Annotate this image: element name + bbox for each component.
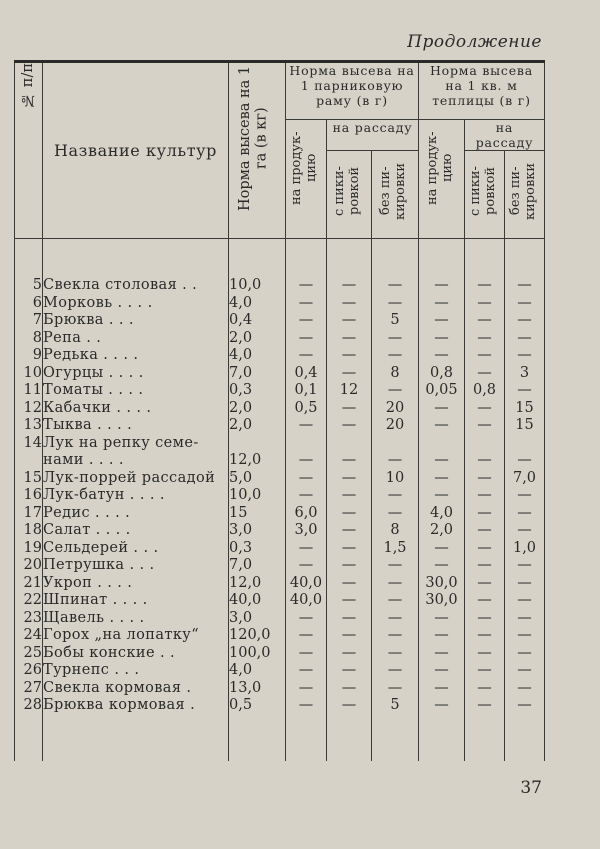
frame-for-product-cell: — bbox=[286, 610, 327, 628]
crop-name-cell: Томаты . . . . bbox=[43, 382, 229, 400]
frame-without-picking-cell: 8 bbox=[372, 522, 419, 540]
greenhouse-for-product-cell: — bbox=[419, 680, 465, 698]
frame-for-product-cell: — bbox=[286, 277, 327, 295]
crop-name-cell: Укроп . . . . bbox=[43, 575, 229, 593]
frame-with-picking-cell: — bbox=[327, 592, 372, 610]
greenhouse-with-picking-cell: — bbox=[465, 645, 505, 663]
row-number-cell: 9 bbox=[15, 347, 43, 365]
frame-without-picking-cell: 1,5 bbox=[372, 540, 419, 558]
table-row bbox=[15, 557, 545, 575]
greenhouse-without-picking-cell: — bbox=[505, 277, 545, 295]
frame-with-picking-cell: — bbox=[327, 540, 372, 558]
frame-seedlings-header: на рассаду bbox=[327, 120, 419, 151]
frame-for-product-cell: 3,0 bbox=[286, 522, 327, 540]
norm-per-ha-cell: 120,0 bbox=[229, 627, 286, 645]
row-number-cell: 23 bbox=[15, 610, 43, 628]
row-number-cell bbox=[15, 452, 43, 470]
table-row bbox=[15, 277, 545, 295]
row-number-cell: 21 bbox=[15, 575, 43, 593]
greenhouse-for-product-cell: 30,0 bbox=[419, 575, 465, 593]
greenhouse-with-picking-cell: — bbox=[465, 312, 505, 330]
greenhouse-with-picking-cell: — bbox=[465, 592, 505, 610]
frame-without-picking-cell: — bbox=[372, 487, 419, 505]
norm-per-ha-cell bbox=[229, 435, 286, 453]
norm-per-ha-cell: 10,0 bbox=[229, 277, 286, 295]
greenhouse-with-picking-cell: — bbox=[465, 347, 505, 365]
greenhouse-for-product-cell: — bbox=[419, 662, 465, 680]
row-number-cell: 16 bbox=[15, 487, 43, 505]
norm-per-ha-cell: 0,3 bbox=[229, 382, 286, 400]
table-row bbox=[15, 540, 545, 558]
table-row bbox=[15, 382, 545, 400]
frame-with-picking-cell: — bbox=[327, 330, 372, 348]
greenhouse-for-product-cell: — bbox=[419, 610, 465, 628]
row-number-cell: 18 bbox=[15, 522, 43, 540]
crop-name-cell: Сельдерей . . . bbox=[43, 540, 229, 558]
table-row bbox=[15, 470, 545, 488]
frame-without-picking-cell: — bbox=[372, 627, 419, 645]
greenhouse-with-picking-cell: — bbox=[465, 557, 505, 575]
crop-name-cell: Свекла столовая . . bbox=[43, 277, 229, 295]
table-row bbox=[15, 417, 545, 435]
greenhouse-with-picking-cell: — bbox=[465, 470, 505, 488]
frame-with-picking-cell: 12 bbox=[327, 382, 372, 400]
greenhouse-with-picking-cell: — bbox=[465, 575, 505, 593]
table-row bbox=[15, 365, 545, 383]
greenhouse-without-picking-cell: — bbox=[505, 295, 545, 313]
row-number-cell: 17 bbox=[15, 505, 43, 523]
row-number-cell: 10 bbox=[15, 365, 43, 383]
greenhouse-without-picking-cell: — bbox=[505, 575, 545, 593]
frame-with-picking-cell: — bbox=[327, 417, 372, 435]
seeding-rate-table bbox=[14, 60, 545, 761]
greenhouse-with-picking-cell: — bbox=[465, 697, 505, 715]
greenhouse-for-product-cell: — bbox=[419, 347, 465, 365]
frame-without-picking-cell: — bbox=[372, 295, 419, 313]
frame-for-product-cell: — bbox=[286, 697, 327, 715]
frame-without-picking-cell: — bbox=[372, 330, 419, 348]
row-number-cell: 19 bbox=[15, 540, 43, 558]
norm-per-ha-cell: 4,0 bbox=[229, 347, 286, 365]
norm-per-ha-cell: 7,0 bbox=[229, 365, 286, 383]
frame-for-product-cell: — bbox=[286, 557, 327, 575]
greenhouse-without-picking-cell: — bbox=[505, 610, 545, 628]
greenhouse-for-product-cell: — bbox=[419, 540, 465, 558]
greenhouse-without-picking-cell: — bbox=[505, 505, 545, 523]
greenhouse-for-product-header: на продук- цию bbox=[419, 120, 465, 239]
frame-without-picking-cell: — bbox=[372, 505, 419, 523]
frame-for-product-cell: 0,1 bbox=[286, 382, 327, 400]
frame-with-picking-cell bbox=[327, 435, 372, 453]
crop-name-cell: Салат . . . . bbox=[43, 522, 229, 540]
crop-name-cell: Лук-поррей рассадой bbox=[43, 470, 229, 488]
norm-per-ha-cell: 7,0 bbox=[229, 557, 286, 575]
norm-per-ha-cell: 2,0 bbox=[229, 417, 286, 435]
frame-with-picking-cell: — bbox=[327, 575, 372, 593]
frame-for-product-cell: 40,0 bbox=[286, 575, 327, 593]
greenhouse-without-picking-cell: — bbox=[505, 487, 545, 505]
greenhouse-without-picking-header: без пи- кировки bbox=[505, 151, 545, 239]
frame-with-picking-cell: — bbox=[327, 697, 372, 715]
greenhouse-for-product-cell: — bbox=[419, 470, 465, 488]
greenhouse-without-picking-cell: — bbox=[505, 680, 545, 698]
table-row bbox=[15, 662, 545, 680]
frame-with-picking-cell: — bbox=[327, 645, 372, 663]
frame-with-picking-cell: — bbox=[327, 365, 372, 383]
norm-per-ha-cell: 12,0 bbox=[229, 452, 286, 470]
greenhouse-with-picking-cell: — bbox=[465, 662, 505, 680]
greenhouse-without-picking-cell: — bbox=[505, 662, 545, 680]
frame-without-picking-cell: — bbox=[372, 662, 419, 680]
crop-name-cell: Огурцы . . . . bbox=[43, 365, 229, 383]
greenhouse-without-picking-cell: — bbox=[505, 330, 545, 348]
greenhouse-for-product-cell: — bbox=[419, 312, 465, 330]
row-number-cell: 24 bbox=[15, 627, 43, 645]
col-name-header: Название культур bbox=[43, 62, 229, 239]
table-row bbox=[15, 592, 545, 610]
frame-with-picking-cell: — bbox=[327, 522, 372, 540]
frame-with-picking-cell: — bbox=[327, 610, 372, 628]
norm-per-ha-cell: 4,0 bbox=[229, 662, 286, 680]
greenhouse-for-product-cell: — bbox=[419, 645, 465, 663]
greenhouse-with-picking-cell: — bbox=[465, 522, 505, 540]
table-row bbox=[15, 400, 545, 418]
crop-name-cell: Турнепс . . . bbox=[43, 662, 229, 680]
frame-without-picking-cell: — bbox=[372, 592, 419, 610]
greenhouse-for-product-cell: — bbox=[419, 417, 465, 435]
greenhouse-for-product-cell: — bbox=[419, 330, 465, 348]
greenhouse-with-picking-cell: — bbox=[465, 610, 505, 628]
crop-name-cell: Бобы конские . . bbox=[43, 645, 229, 663]
norm-per-ha-cell: 2,0 bbox=[229, 330, 286, 348]
greenhouse-with-picking-cell: — bbox=[465, 680, 505, 698]
greenhouse-without-picking-cell: — bbox=[505, 557, 545, 575]
greenhouse-for-product-cell: 30,0 bbox=[419, 592, 465, 610]
greenhouse-without-picking-cell: — bbox=[505, 382, 545, 400]
greenhouse-for-product-cell: — bbox=[419, 627, 465, 645]
table-row bbox=[15, 505, 545, 523]
row-number-cell: 7 bbox=[15, 312, 43, 330]
greenhouse-for-product-cell: 0,05 bbox=[419, 382, 465, 400]
frame-for-product-cell: 0,4 bbox=[286, 365, 327, 383]
greenhouse-for-product-cell: — bbox=[419, 557, 465, 575]
row-number-cell: 26 bbox=[15, 662, 43, 680]
table-row bbox=[15, 487, 545, 505]
greenhouse-for-product-cell: — bbox=[419, 277, 465, 295]
greenhouse-without-picking-cell: — bbox=[505, 522, 545, 540]
frame-with-picking-cell: — bbox=[327, 662, 372, 680]
frame-without-picking-cell: 5 bbox=[372, 697, 419, 715]
greenhouse-seedlings-header: на рассаду bbox=[465, 120, 545, 151]
table-row bbox=[15, 610, 545, 628]
frame-with-picking-cell: — bbox=[327, 312, 372, 330]
greenhouse-for-product-cell: 4,0 bbox=[419, 505, 465, 523]
norm-per-ha-cell: 5,0 bbox=[229, 470, 286, 488]
frame-with-picking-header: с пики- ровкой bbox=[327, 151, 372, 239]
row-number-cell: 22 bbox=[15, 592, 43, 610]
greenhouse-for-product-cell: — bbox=[419, 295, 465, 313]
greenhouse-without-picking-cell: — bbox=[505, 645, 545, 663]
frame-for-product-cell: — bbox=[286, 417, 327, 435]
table-body bbox=[15, 239, 545, 761]
table-row bbox=[15, 697, 545, 715]
frame-without-picking-cell: 20 bbox=[372, 417, 419, 435]
norm-per-ha-cell: 13,0 bbox=[229, 680, 286, 698]
row-number-cell: 13 bbox=[15, 417, 43, 435]
greenhouse-with-picking-cell bbox=[465, 435, 505, 453]
crop-name-cell: Морковь . . . . bbox=[43, 295, 229, 313]
frame-with-picking-cell: — bbox=[327, 400, 372, 418]
crop-name-cell: Горох „на лопатку“ bbox=[43, 627, 229, 645]
frame-for-product-cell bbox=[286, 435, 327, 453]
crop-name-cell: Брюква . . . bbox=[43, 312, 229, 330]
frame-with-picking-cell: — bbox=[327, 487, 372, 505]
frame-without-picking-cell: — bbox=[372, 645, 419, 663]
greenhouse-with-picking-cell: — bbox=[465, 400, 505, 418]
greenhouse-with-picking-cell: — bbox=[465, 417, 505, 435]
crop-name-cell: Тыква . . . . bbox=[43, 417, 229, 435]
crop-name-cell: нами . . . . bbox=[43, 452, 229, 470]
row-number-cell: 25 bbox=[15, 645, 43, 663]
greenhouse-with-picking-cell: — bbox=[465, 330, 505, 348]
greenhouse-with-picking-cell: — bbox=[465, 505, 505, 523]
table-row bbox=[15, 575, 545, 593]
frame-without-picking-header: без пи- кировки bbox=[372, 151, 419, 239]
crop-name-cell: Шпинат . . . . bbox=[43, 592, 229, 610]
norm-per-ha-cell: 0,3 bbox=[229, 540, 286, 558]
crop-name-cell: Свекла кормовая . bbox=[43, 680, 229, 698]
greenhouse-for-product-cell: — bbox=[419, 400, 465, 418]
table-row bbox=[15, 330, 545, 348]
greenhouse-for-product-cell: 0,8 bbox=[419, 365, 465, 383]
frame-for-product-cell: — bbox=[286, 347, 327, 365]
row-number-cell: 11 bbox=[15, 382, 43, 400]
greenhouse-with-picking-cell: — bbox=[465, 540, 505, 558]
frame-for-product-cell: — bbox=[286, 330, 327, 348]
norm-per-ha-cell: 0,5 bbox=[229, 697, 286, 715]
frame-with-picking-cell: — bbox=[327, 470, 372, 488]
greenhouse-without-picking-cell: 15 bbox=[505, 400, 545, 418]
greenhouse-without-picking-cell: 15 bbox=[505, 417, 545, 435]
page-number: 37 bbox=[520, 778, 542, 798]
frame-for-product-cell: — bbox=[286, 470, 327, 488]
norm-per-ha-cell: 10,0 bbox=[229, 487, 286, 505]
crop-name-cell: Репа . . bbox=[43, 330, 229, 348]
greenhouse-with-picking-cell: — bbox=[465, 452, 505, 470]
greenhouse-for-product-cell: — bbox=[419, 697, 465, 715]
frame-for-product-cell: — bbox=[286, 680, 327, 698]
greenhouse-without-picking-cell: — bbox=[505, 347, 545, 365]
greenhouse-without-picking-cell: 7,0 bbox=[505, 470, 545, 488]
row-number-cell: 28 bbox=[15, 697, 43, 715]
greenhouse-without-picking-cell bbox=[505, 435, 545, 453]
row-number-cell: 15 bbox=[15, 470, 43, 488]
frame-for-product-cell: — bbox=[286, 645, 327, 663]
norm-per-ha-cell: 4,0 bbox=[229, 295, 286, 313]
frame-without-picking-cell: — bbox=[372, 277, 419, 295]
norm-per-ha-cell: 3,0 bbox=[229, 610, 286, 628]
table-row bbox=[15, 627, 545, 645]
norm-per-ha-cell: 100,0 bbox=[229, 645, 286, 663]
crop-name-cell: Кабачки . . . . bbox=[43, 400, 229, 418]
greenhouse-with-picking-cell: 0,8 bbox=[465, 382, 505, 400]
greenhouse-for-product-cell bbox=[419, 435, 465, 453]
frame-with-picking-cell: — bbox=[327, 277, 372, 295]
frame-for-product-cell: — bbox=[286, 627, 327, 645]
frame-for-product-cell: — bbox=[286, 662, 327, 680]
crop-name-cell: Петрушка . . . bbox=[43, 557, 229, 575]
frame-for-product-cell: 6,0 bbox=[286, 505, 327, 523]
frame-without-picking-cell: — bbox=[372, 575, 419, 593]
greenhouse-for-product-cell: — bbox=[419, 452, 465, 470]
greenhouse-group-header: Норма высева на 1 кв. м теплицы (в г) bbox=[419, 62, 545, 120]
greenhouse-without-picking-cell: 1,0 bbox=[505, 540, 545, 558]
frame-with-picking-cell: — bbox=[327, 627, 372, 645]
crop-name-cell: Брюква кормовая . bbox=[43, 697, 229, 715]
table-row bbox=[15, 522, 545, 540]
frame-without-picking-cell: — bbox=[372, 347, 419, 365]
continuation-label: Продолжение bbox=[407, 32, 542, 52]
greenhouse-with-picking-header: с пики- ровкой bbox=[465, 151, 505, 239]
row-number-cell: 14 bbox=[15, 435, 43, 453]
table-row bbox=[15, 435, 545, 453]
greenhouse-without-picking-cell: — bbox=[505, 312, 545, 330]
frame-for-product-header: на продук- цию bbox=[286, 120, 327, 239]
frame-with-picking-cell: — bbox=[327, 557, 372, 575]
crop-name-cell: Щавель . . . . bbox=[43, 610, 229, 628]
norm-per-ha-cell: 0,4 bbox=[229, 312, 286, 330]
greenhouse-without-picking-cell: — bbox=[505, 627, 545, 645]
crop-name-cell: Редька . . . . bbox=[43, 347, 229, 365]
norm-per-ha-cell: 15 bbox=[229, 505, 286, 523]
frame-with-picking-cell: — bbox=[327, 347, 372, 365]
frame-for-product-cell: — bbox=[286, 312, 327, 330]
frame-without-picking-cell: — bbox=[372, 680, 419, 698]
frame-for-product-cell: — bbox=[286, 540, 327, 558]
frame-without-picking-cell: — bbox=[372, 557, 419, 575]
greenhouse-with-picking-cell: — bbox=[465, 487, 505, 505]
greenhouse-for-product-cell: 2,0 bbox=[419, 522, 465, 540]
greenhouse-without-picking-cell: — bbox=[505, 592, 545, 610]
table-row bbox=[15, 347, 545, 365]
frame-with-picking-cell: — bbox=[327, 452, 372, 470]
greenhouse-with-picking-cell: — bbox=[465, 277, 505, 295]
frame-for-product-cell: 0,5 bbox=[286, 400, 327, 418]
norm-per-ha-cell: 40,0 bbox=[229, 592, 286, 610]
row-number-cell: 8 bbox=[15, 330, 43, 348]
norm-per-ha-cell: 12,0 bbox=[229, 575, 286, 593]
row-number-cell: 20 bbox=[15, 557, 43, 575]
frame-group-header: Норма высева на 1 парниковую раму (в г) bbox=[286, 62, 419, 120]
frame-with-picking-cell: — bbox=[327, 295, 372, 313]
row-number-cell: 5 bbox=[15, 277, 43, 295]
frame-without-picking-cell: — bbox=[372, 382, 419, 400]
greenhouse-without-picking-cell: 3 bbox=[505, 365, 545, 383]
frame-for-product-cell: — bbox=[286, 487, 327, 505]
col-norm-ha-header: Норма высева на 1 га (в кг) bbox=[229, 62, 286, 239]
row-number-cell: 6 bbox=[15, 295, 43, 313]
frame-without-picking-cell: 5 bbox=[372, 312, 419, 330]
greenhouse-for-product-cell: — bbox=[419, 487, 465, 505]
table-row bbox=[15, 680, 545, 698]
crop-name-cell: Редис . . . . bbox=[43, 505, 229, 523]
table-row bbox=[15, 452, 545, 470]
row-number-cell: 12 bbox=[15, 400, 43, 418]
frame-without-picking-cell bbox=[372, 435, 419, 453]
frame-without-picking-cell: — bbox=[372, 610, 419, 628]
table-row bbox=[15, 295, 545, 313]
table-row bbox=[15, 645, 545, 663]
greenhouse-with-picking-cell: — bbox=[465, 627, 505, 645]
frame-without-picking-cell: 10 bbox=[372, 470, 419, 488]
norm-per-ha-cell: 3,0 bbox=[229, 522, 286, 540]
frame-with-picking-cell: — bbox=[327, 505, 372, 523]
frame-with-picking-cell: — bbox=[327, 680, 372, 698]
greenhouse-without-picking-cell: — bbox=[505, 697, 545, 715]
norm-per-ha-cell: 2,0 bbox=[229, 400, 286, 418]
frame-without-picking-cell: 8 bbox=[372, 365, 419, 383]
table-row bbox=[15, 312, 545, 330]
frame-for-product-cell: — bbox=[286, 295, 327, 313]
frame-without-picking-cell: 20 bbox=[372, 400, 419, 418]
frame-without-picking-cell: — bbox=[372, 452, 419, 470]
crop-name-cell: Лук на репку семе- bbox=[43, 435, 229, 453]
greenhouse-with-picking-cell: — bbox=[465, 295, 505, 313]
frame-for-product-cell: — bbox=[286, 452, 327, 470]
row-number-cell: 27 bbox=[15, 680, 43, 698]
col-num-header: № п/п bbox=[15, 62, 43, 239]
greenhouse-without-picking-cell: — bbox=[505, 452, 545, 470]
greenhouse-with-picking-cell: — bbox=[465, 365, 505, 383]
crop-name-cell: Лук-батун . . . . bbox=[43, 487, 229, 505]
frame-for-product-cell: 40,0 bbox=[286, 592, 327, 610]
